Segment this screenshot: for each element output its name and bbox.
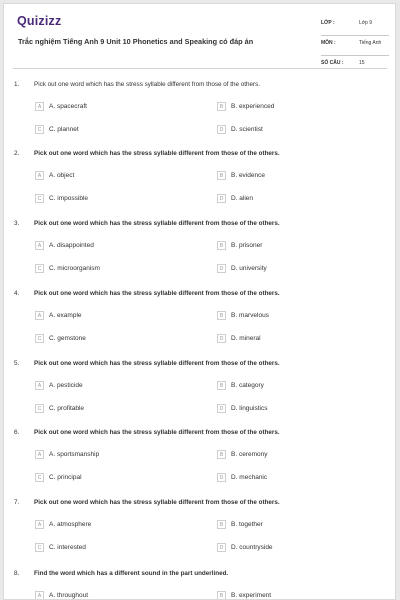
option-text: A. sportsmanship xyxy=(49,451,100,458)
option-text: B. prisoner xyxy=(231,242,263,249)
option-box: D xyxy=(217,473,226,482)
option-text: C. impossible xyxy=(49,195,89,202)
option-box: C xyxy=(35,334,44,343)
option-text: D. alien xyxy=(231,195,254,202)
worksheet-page xyxy=(3,3,396,600)
option-text: C. gemstone xyxy=(49,335,86,342)
option-text: C. profitable xyxy=(49,405,85,412)
question-text: Pick out one word which has the stress syllable different from those of the others. xyxy=(34,81,260,88)
meta-value: Tiếng Anh xyxy=(359,40,382,46)
option-text: B. experiment xyxy=(231,592,272,599)
meta-value: Lớp 9 xyxy=(359,20,373,26)
option-text: A. atmosphere xyxy=(49,521,92,528)
question-number: 5. xyxy=(14,360,20,367)
option-text: C. principal xyxy=(49,474,82,481)
option-box: C xyxy=(35,404,44,413)
option-text: D. countryside xyxy=(231,544,273,551)
question-number: 3. xyxy=(14,220,20,227)
option-text: A. example xyxy=(49,312,82,319)
meta-row-class xyxy=(321,16,389,36)
question-number: 8. xyxy=(14,570,20,577)
option-text: C. interested xyxy=(49,544,86,551)
meta-label: LỚP : xyxy=(321,20,335,26)
quizizz-logo xyxy=(17,14,61,28)
option-box: B xyxy=(217,311,226,320)
option-text: A. pesticide xyxy=(49,382,83,389)
option-text: A. spacecraft xyxy=(49,103,87,110)
worksheet-header xyxy=(4,4,395,72)
header-divider xyxy=(13,68,387,69)
logo-text: Quizizz xyxy=(17,14,62,28)
option-box: D xyxy=(217,334,226,343)
option-text: B. experienced xyxy=(231,103,275,110)
question-text: Pick out one word which has the stress syllable different from those of the others. xyxy=(34,290,280,297)
option-box: A xyxy=(35,520,44,529)
option-box: D xyxy=(217,194,226,203)
question-text: Pick out one word which has the stress syllable different from those of the others. xyxy=(34,150,280,157)
meta-label: SỐ CÂU : xyxy=(321,60,344,66)
option-box: D xyxy=(217,125,226,134)
option-text: B. category xyxy=(231,382,264,389)
option-text: D. university xyxy=(231,265,267,272)
option-box: C xyxy=(35,264,44,273)
option-box: B xyxy=(217,520,226,529)
option-box: B xyxy=(217,591,226,600)
option-box: B xyxy=(217,241,226,250)
option-text: A. object xyxy=(49,172,75,179)
option-text: B. ceremony xyxy=(231,451,268,458)
option-box: B xyxy=(217,381,226,390)
option-box: A xyxy=(35,591,44,600)
meta-value: 15 xyxy=(359,60,365,66)
option-box: A xyxy=(35,311,44,320)
question-text: Find the word which has a different sound in the part underlined. xyxy=(34,570,229,577)
question-number: 1. xyxy=(14,81,20,88)
option-box: A xyxy=(35,102,44,111)
question-number: 6. xyxy=(14,429,20,436)
option-box: C xyxy=(35,194,44,203)
document-title: Trắc nghiệm Tiếng Anh 9 Unit 10 Phonetics and Speaking có đáp án xyxy=(18,37,254,46)
option-box: C xyxy=(35,125,44,134)
option-text: B. evidence xyxy=(231,172,265,179)
option-text: D. mineral xyxy=(231,335,261,342)
option-text: D. linguistics xyxy=(231,405,268,412)
meta-label: MÔN : xyxy=(321,40,336,46)
meta-info xyxy=(321,16,389,76)
option-text: D. scientist xyxy=(231,126,263,133)
option-box: A xyxy=(35,241,44,250)
question-text: Pick out one word which has the stress syllable different from those of the others. xyxy=(34,220,280,227)
option-box: C xyxy=(35,473,44,482)
question-text: Pick out one word which has the stress syllable different from those of the others. xyxy=(34,360,280,367)
option-text: C. plannet xyxy=(49,126,79,133)
option-box: B xyxy=(217,102,226,111)
question-number: 7. xyxy=(14,499,20,506)
question-number: 4. xyxy=(14,290,20,297)
question-text: Pick out one word which has the stress syllable different from those of the others. xyxy=(34,429,280,436)
option-box: D xyxy=(217,543,226,552)
option-text: D. mechanic xyxy=(231,474,268,481)
option-box: A xyxy=(35,450,44,459)
option-text: A. throughout xyxy=(49,592,89,599)
option-box: D xyxy=(217,264,226,273)
option-text: C. microorganism xyxy=(49,265,100,272)
option-text: A. disappointed xyxy=(49,242,94,249)
option-box: A xyxy=(35,171,44,180)
option-text: B. marvelous xyxy=(231,312,269,319)
option-box: A xyxy=(35,381,44,390)
question-number: 2. xyxy=(14,150,20,157)
option-box: B xyxy=(217,171,226,180)
meta-row-subject xyxy=(321,36,389,56)
option-box: B xyxy=(217,450,226,459)
meta-row-question-count xyxy=(321,56,389,76)
option-box: C xyxy=(35,543,44,552)
option-box: D xyxy=(217,404,226,413)
question-text: Pick out one word which has the stress syllable different from those of the others. xyxy=(34,499,280,506)
option-text: B. together xyxy=(231,521,263,528)
